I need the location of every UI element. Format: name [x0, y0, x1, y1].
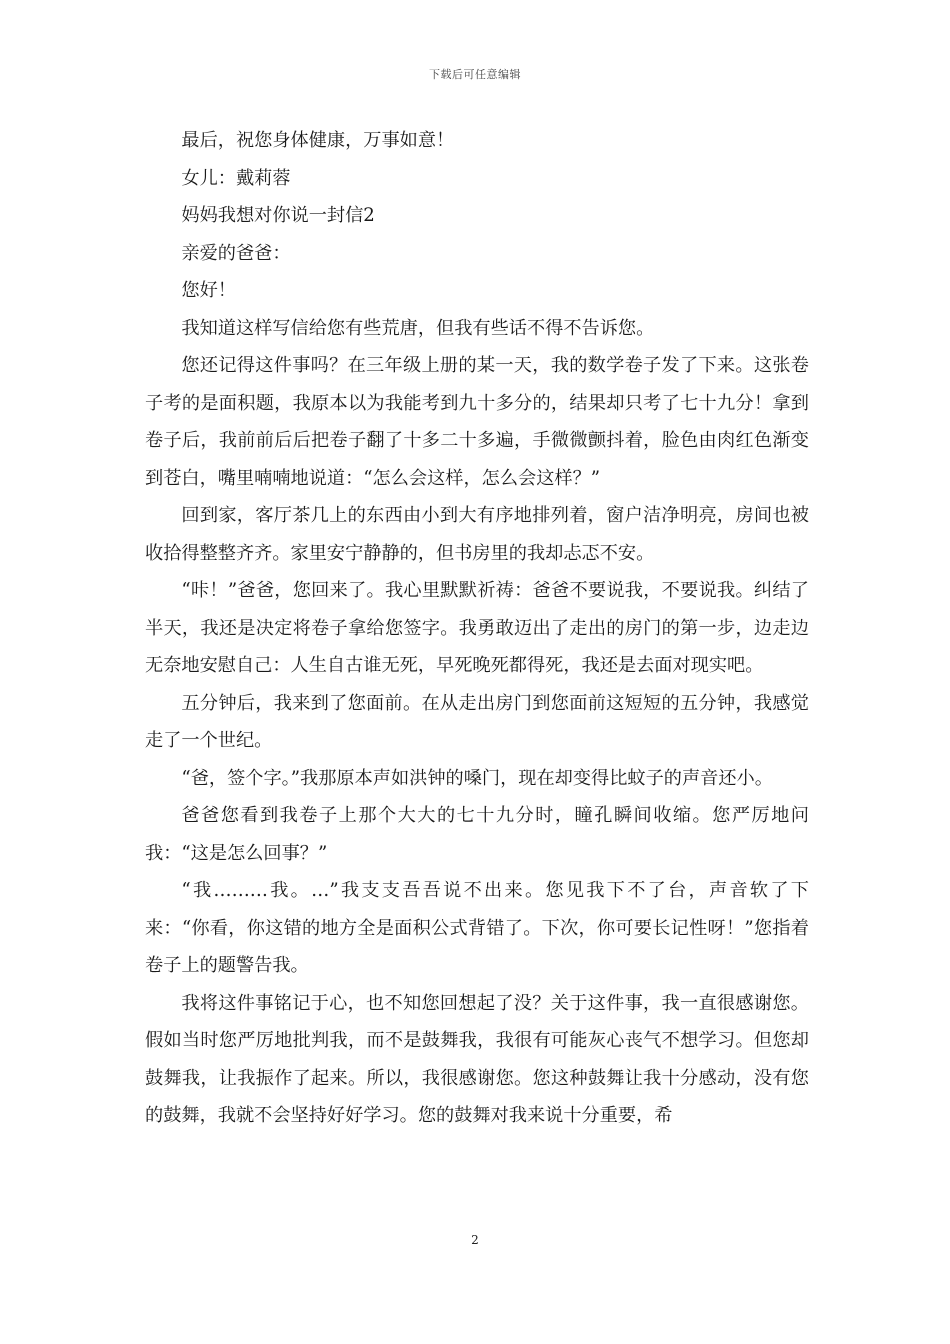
- paragraph: 我将这件事铭记于心，也不知您回想起了没？关于这件事，我一直很感谢您。假如当时您严厉地批判我，而不是鼓舞我，我很有可能灰心丧气不想学习。但您却鼓舞我，让我振作了起来。所以，我很感谢您。您这种鼓舞让我十分感动，没有您的鼓舞，我就不会坚持好好学习。您的鼓舞对我来说十分重要，希: [145, 992, 809, 1126]
- paragraph: 最后，祝您身体健康，万事如意！: [181, 130, 455, 151]
- paragraph: 女儿：戴莉蓉: [181, 167, 291, 189]
- paragraph: 亲爱的爸爸：: [181, 242, 291, 264]
- paragraph: “我………我。…”我支支吾吾说不出来。您见我下不了台，声音软了下来：“你看，你这错的地方全是面积公式背错了。下次，你可要长记性呀！”您指着卷子上的题警告我。: [145, 880, 809, 976]
- paragraph: “咔！”爸爸，您回来了。我心里默默祈祷：爸爸不要说我，不要说我。纠结了半天，我还是决定将卷子拿给您签字。我勇敢迈出了走出的房门的第一步，边走边无奈地安慰自己：人生自古谁无死，早死晚死都得死，我还是去面对现实吧。: [145, 580, 809, 676]
- paragraph: 您还记得这件事吗？在三年级上册的某一天，我的数学卷子发了下来。这张卷子考的是面积题，我原本以为我能考到九十多分的，结果却只考了七十九分！拿到卷子后，我前前后后把卷子翻了十多二十多遍，手微微颤抖着，脸色由肉红色渐变到苍白，嘴里喃喃地说道：“怎么会这样，怎么会这样？”: [145, 355, 809, 489]
- paragraph: 爸爸您看到我卷子上那个大大的七十九分时，瞳孔瞬间收缩。您严厉地问我：“这是怎么回事？”: [145, 805, 809, 864]
- page-header: 下载后可任意编辑: [429, 68, 521, 81]
- paragraph: 五分钟后，我来到了您面前。在从走出房门到您面前这短短的五分钟，我感觉走了一个世纪。: [145, 692, 809, 751]
- paragraph: 我知道这样写信给您有些荒唐，但我有些话不得不告诉您。: [181, 317, 655, 339]
- paragraph: 回到家，客厅茶几上的东西由小到大有序地排列着，窗户洁净明亮，房间也被收拾得整整齐齐。家里安宁静静的，但书房里的我却忐忑不安。: [145, 505, 809, 564]
- paragraph: “爸，签个字。”我那原本声如洪钟的嗓门，现在却变得比蚊子的声音还小。: [181, 767, 773, 789]
- paragraph: 妈妈我想对你说一封信2: [181, 205, 375, 226]
- document-body: [145, 122, 809, 1135]
- page-number: 2: [471, 1233, 479, 1247]
- paragraph: 您好！: [181, 280, 236, 301]
